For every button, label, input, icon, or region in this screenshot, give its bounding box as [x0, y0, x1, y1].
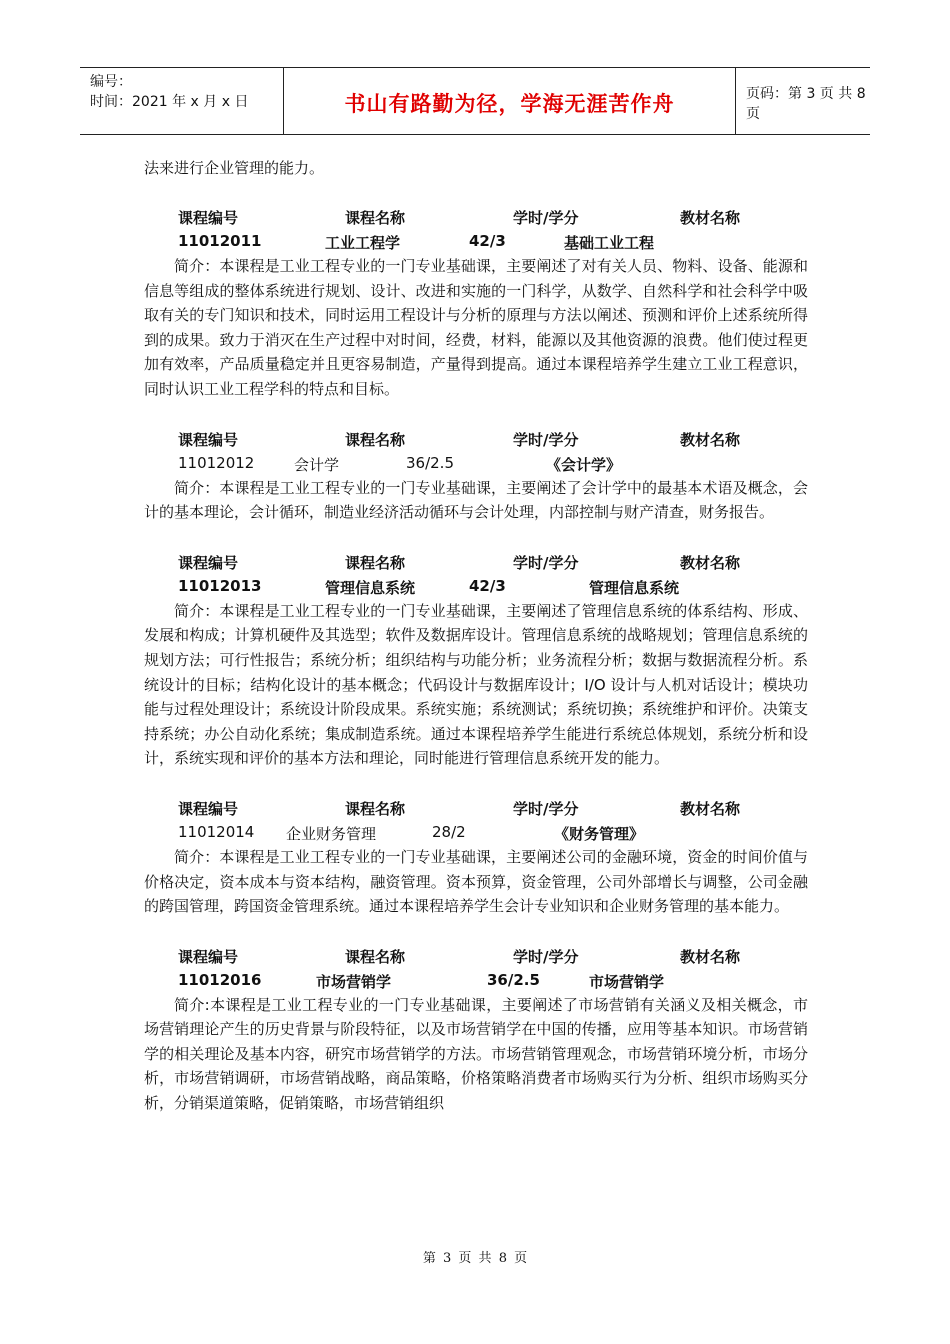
- document-body: [144, 156, 808, 1116]
- header-textbook: 教材名称: [680, 553, 741, 572]
- document-number-label: 编号：: [90, 74, 132, 90]
- course-header-row: [144, 795, 808, 820]
- header-code: 课程编号: [178, 947, 239, 966]
- course-hours: 28/2: [432, 822, 466, 841]
- course-block: [144, 426, 808, 525]
- course-hours: 36/2.5: [487, 970, 540, 989]
- intro-line: 法来进行企业管理的能力。: [144, 159, 325, 177]
- course-code: 11012016: [178, 970, 262, 989]
- course-name: 工业工程学: [325, 234, 401, 252]
- course-name: 管理信息系统: [325, 578, 416, 597]
- course-textbook: 《会计学》: [546, 455, 622, 474]
- course-header-row: [144, 549, 808, 574]
- header-name: 课程名称: [345, 799, 406, 818]
- course-textbook: 基础工业工程: [564, 234, 655, 252]
- course-header-row: [144, 204, 808, 229]
- header-code: 课程编号: [178, 553, 239, 572]
- header-hours: 学时/学分: [513, 947, 579, 966]
- header-textbook: 教材名称: [680, 430, 741, 449]
- header-name: 课程名称: [345, 947, 406, 966]
- header-textbook: 教材名称: [680, 799, 741, 818]
- header-hours: 学时/学分: [513, 799, 579, 818]
- course-textbook: 管理信息系统: [589, 578, 680, 597]
- header-code: 课程编号: [178, 209, 239, 227]
- page-header: [80, 67, 870, 135]
- course-textbook: 市场营销学: [589, 972, 665, 991]
- page-footer: 第 3 页 共 8 页: [422, 1251, 528, 1266]
- header-page-number: 页码：第 3 页 共 8 页: [746, 86, 866, 122]
- course-block: [144, 795, 808, 919]
- header-meta: [80, 68, 284, 134]
- document-date: 时间：2021 年 x 月 x 日: [90, 94, 249, 110]
- header-name: 课程名称: [345, 553, 406, 572]
- course-values-row: [144, 968, 808, 993]
- course-block: [144, 549, 808, 771]
- course-textbook: 《财务管理》: [554, 824, 645, 843]
- header-code: 课程编号: [178, 430, 239, 449]
- course-summary: 简介：本课程是工业工程专业的一门专业基础课，主要阐述了对有关人员、物料、设备、能源和信息等组成的整体系统进行规划、设计、改进和实施的一门科学，从数学、自然科学和社会科学中吸取有关的专门知识和技术，同时运用工程设计与分析的原理与方法以阐述、预测和评价上述系统所得到的成果。致力于消灭在生产过程中对时间，经费，材料，能源以及其他资源的浪费。他们使过程更加有效率，产品质量稳定并且更容易制造，产量得到提高。通过本课程培养学生建立工业工程意识，同时认识工业工程学科的特点和目标。: [144, 257, 808, 398]
- header-textbook: 教材名称: [680, 209, 741, 227]
- header-textbook: 教材名称: [680, 947, 741, 966]
- course-values-row: [144, 451, 808, 476]
- course-code: 11012014: [178, 822, 255, 841]
- header-hours: 学时/学分: [513, 553, 579, 572]
- course-values-row: [144, 229, 808, 254]
- course-values-row: [144, 820, 808, 845]
- course-hours: 36/2.5: [406, 453, 454, 472]
- header-motto: 书山有路勤为径，学海无涯苦作舟: [284, 68, 736, 134]
- course-name: 会计学: [294, 455, 340, 474]
- course-name: 企业财务管理: [286, 824, 377, 843]
- course-header-row: [144, 943, 808, 968]
- course-values-row: [144, 574, 808, 599]
- header-name: 课程名称: [345, 430, 406, 449]
- header-hours: 学时/学分: [513, 209, 579, 227]
- course-code: 11012012: [178, 453, 255, 472]
- course-code: 11012013: [178, 576, 262, 595]
- course-summary: 简介：本课程是工业工程专业的一门专业基础课，主要阐述了会计学中的最基本术语及概念，会计的基本理论，会计循环，制造业经济活动循环与会计处理，内部控制与财产清查，财务报告。: [144, 478, 808, 522]
- course-block: [144, 943, 808, 1116]
- header-code: 课程编号: [178, 799, 239, 818]
- course-summary: 简介：本课程是工业工程专业的一门专业基础课，主要阐述公司的金融环境，资金的时间价值与价格决定，资本成本与资本结构，融资管理。资本预算，资金管理，公司外部增长与调整，公司金融的跨国管理，跨国资金管理系统。通过本课程培养学生会计专业知识和企业财务管理的基本能力。: [144, 847, 808, 916]
- course-summary: 简介：本课程是工业工程专业的一门专业基础课，主要阐述了管理信息系统的体系结构、形成、发展和构成；计算机硬件及其选型；软件及数据库设计。管理信息系统的战略规划；管理信息系统的规划方法；可行性报告；系统分析；组织结构与功能分析；业务流程分析；数据与数据流程分析。系统设计的目标；结构化设计的基本概念；代码设计与数据库设计；I/O 设计与人机对话设计；模块功能与过程处理设计；系统设计阶段成果。系统实施；系统测试；系统切换；系统维护和评价。决策支持系统；办公自动化系统；集成制造系统。通过本课程培养学生能进行系统总体规划，系统分析和设计，系统实现和评价的基本方法和理论，同时能进行管理信息系统开发的能力。: [144, 601, 808, 768]
- course-name: 市场营销学: [316, 972, 392, 991]
- course-header-row: [144, 426, 808, 451]
- course-hours: 42/3: [469, 576, 506, 595]
- course-block: [144, 204, 808, 402]
- header-hours: 学时/学分: [513, 430, 579, 449]
- header-name: 课程名称: [345, 209, 406, 227]
- course-code: 11012011: [178, 232, 262, 250]
- course-hours: 42/3: [469, 232, 506, 250]
- course-summary: 简介:本课程是工业工程专业的一门专业基础课，主要阐述了市场营销有关涵义及相关概念，市场营销理论产生的历史背景与阶段特征，以及市场营销学在中国的传播，应用等基本知识。市场营销学的相关理论及基本内容，研究市场营销学的方法。市场营销管理观念，市场营销环境分析，市场分析，市场营销调研，市场营销战略，商品策略，价格策略消费者市场购买行为分析、组织市场购买分析，分销渠道策略，促销策略，市场营销组织: [144, 995, 808, 1113]
